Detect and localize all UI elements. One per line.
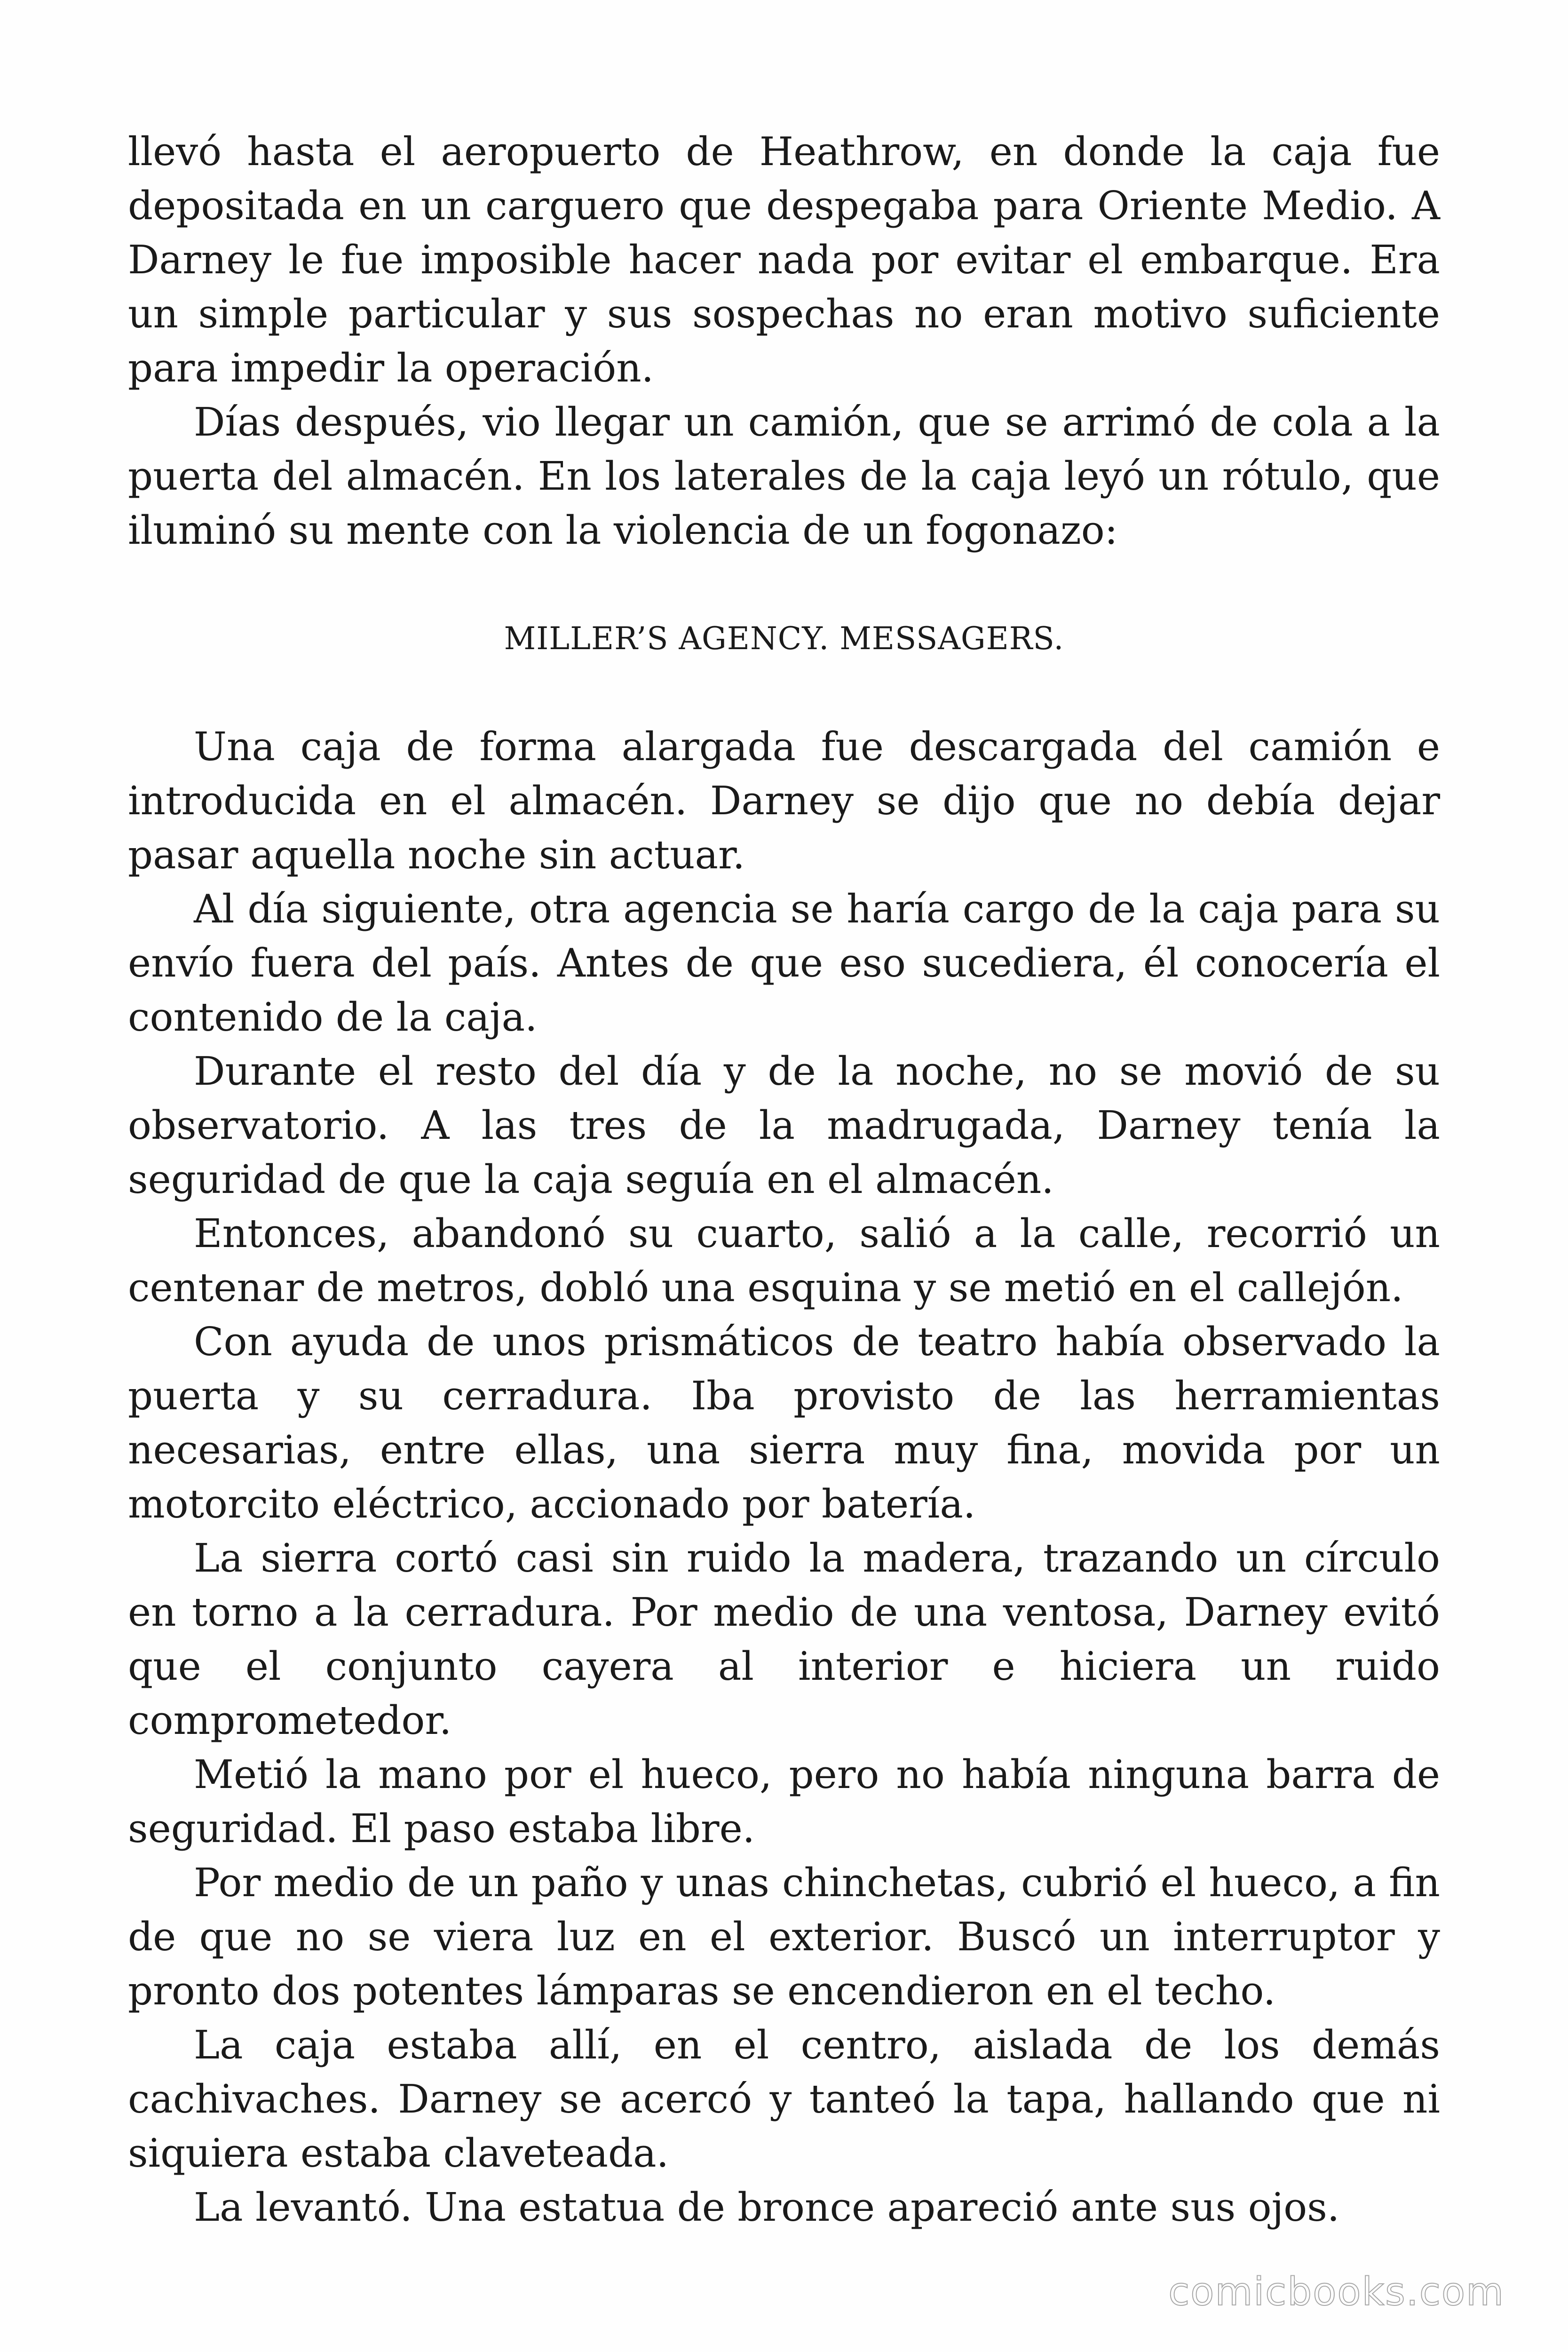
paragraph: Metió la mano por el hueco, pero no había ninguna barra de seguridad. El paso estaba libre. [128,1752,1440,1851]
paragraph: Entonces, abandonó su cuarto, salió a la calle, recorrió un centenar de metros, dobló una esquina y se metió en el callejón. [128,1211,1440,1311]
watermark: comicbooks.com [1168,2270,1505,2314]
paragraph: Durante el resto del día y de la noche, no se movió de su observatorio. A las tres de la madrugada, Darney tenía la seguridad de que la caja seguía en el almacén. [128,1049,1440,1202]
paragraph: Al día siguiente, otra agencia se haría cargo de la caja para su envío fuera del país. Antes de que eso sucediera, él conocería el contenido de la caja. [128,886,1440,1040]
paragraph: La caja estaba allí, en el centro, aislada de los demás cachivaches. Darney se acercó y tanteó la tapa, hallando que ni siquiera estaba claveteada. [128,2022,1440,2176]
paragraph: Con ayuda de unos prismáticos de teatro había observado la puerta y su cerradura. Iba provisto de las herramientas necesarias, entre ellas, una sierra muy fina, movida por un motorcito eléctrico, accionado por batería. [128,1319,1440,1527]
paragraph: La sierra cortó casi sin ruido la madera, trazando un círculo en torno a la cerradura. Por medio de una ventosa, Darney evitó que el conjunto cayera al interior e hiciera un ruido comprometedor. [128,1535,1440,1743]
body-text [128,125,1440,2234]
paragraph: Días después, vio llegar un camión, que se arrimó de cola a la puerta del almacén. En los laterales de la caja leyó un rótulo, que iluminó su mente con la violencia de un fogonazo: [128,399,1440,553]
paragraph: La levantó. Una estatua de bronce apareció ante sus ojos. [194,2185,1340,2230]
paragraph: llevó hasta el aeropuerto de Heathrow, en donde la caja fue depositada en un carguero que despegaba para Oriente Medio. A Darney le fue imposible hacer nada por evitar el embarque. Era un simple particular y sus sospechas no eran motivo suficiente para impedir la operación. [128,129,1440,391]
sign-text: MILLER’S AGENCY. MESSAGERS. [504,620,1064,657]
paragraph: Una caja de forma alargada fue descargada del camión e introducida en el almacén. Darney se dijo que no debía dejar pasar aquella noche sin actuar. [128,724,1440,878]
paragraph: Por medio de un paño y unas chinchetas, cubrió el hueco, a fin de que no se viera luz en el exterior. Buscó un interruptor y pronto dos potentes lámparas se encendieron en el techo. [128,1860,1440,2014]
